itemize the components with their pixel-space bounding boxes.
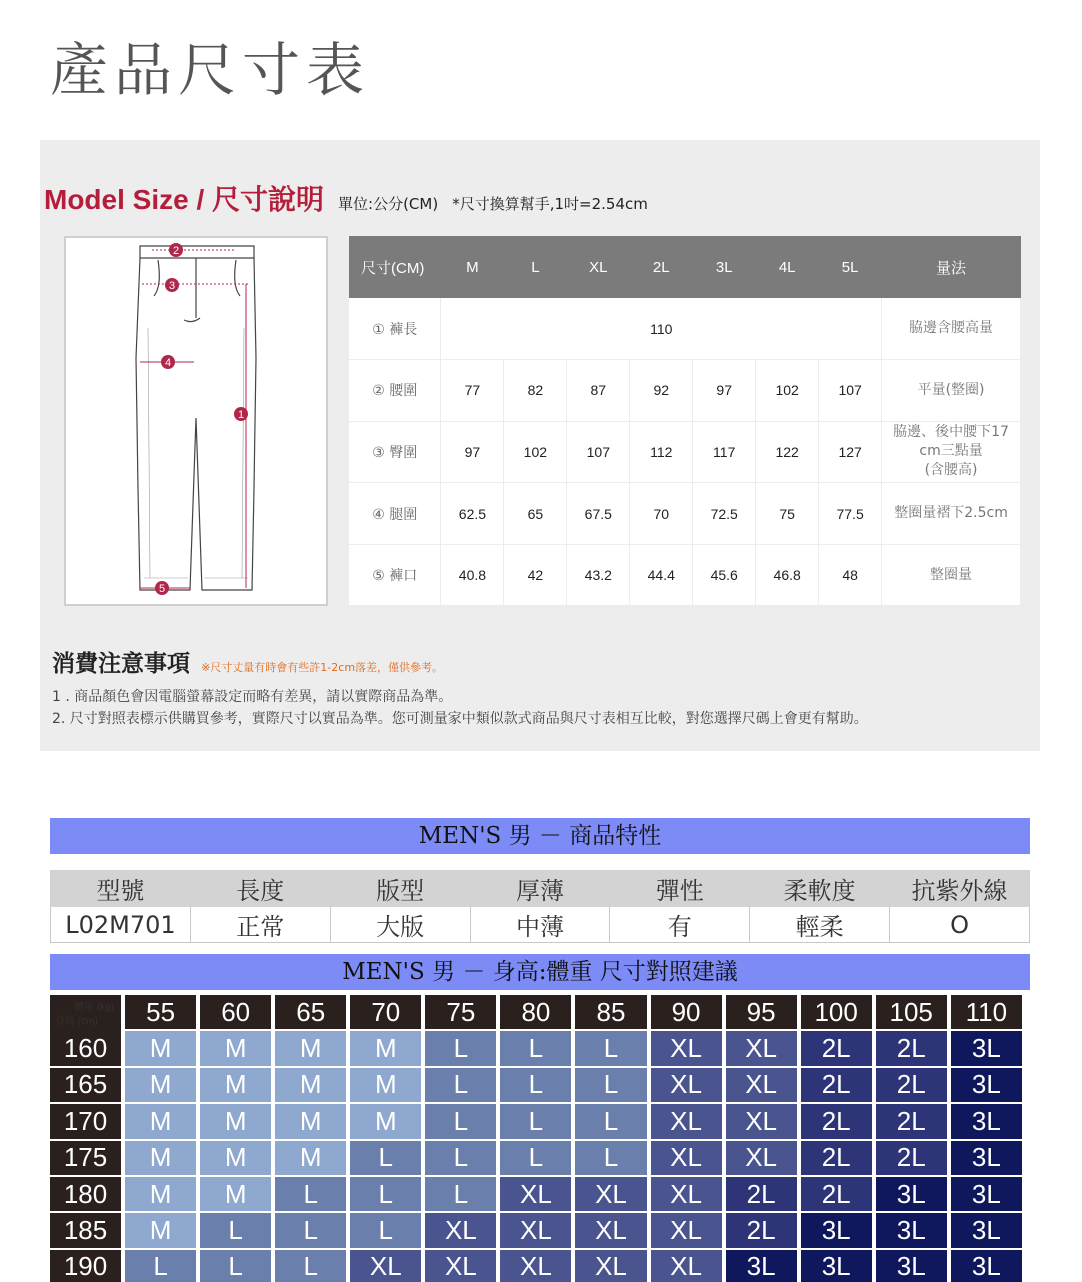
size-cell: 107: [819, 360, 882, 422]
size-recommendation-cell: L: [350, 1141, 421, 1177]
size-recommendation-cell: 3L: [726, 1250, 797, 1282]
size-table: [349, 236, 1021, 606]
size-cell: 48: [819, 544, 882, 606]
marker-5-label: 5: [158, 583, 166, 595]
feature-value: 輕柔: [750, 907, 890, 943]
size-recommendation-cell: XL: [651, 1250, 722, 1282]
size-header: L: [504, 236, 567, 298]
size-cell: 75: [756, 483, 819, 545]
marker-3-label: 3: [168, 280, 176, 292]
measure-method: [882, 421, 1021, 483]
size-recommendation-cell: XL: [500, 1213, 571, 1249]
row-label: ① 褲長: [349, 298, 441, 360]
marker-4-label: 4: [164, 357, 172, 369]
height-row: [50, 1177, 1022, 1213]
size-recommendation-cell: M: [350, 1068, 421, 1104]
weight-header: 65: [275, 995, 346, 1031]
pants-illustration: [66, 238, 326, 604]
size-cell: 97: [441, 421, 504, 483]
size-recommendation-cell: XL: [726, 1068, 797, 1104]
size-recommendation-cell: M: [350, 1104, 421, 1140]
size-recommendation-cell: XL: [726, 1104, 797, 1140]
size-recommendation-cell: XL: [500, 1177, 571, 1213]
size-recommendation-cell: XL: [500, 1250, 571, 1282]
weight-header: 110: [951, 995, 1022, 1031]
size-header: XL: [567, 236, 630, 298]
size-recommendation-cell: L: [125, 1250, 196, 1282]
height-row: [50, 1141, 1022, 1177]
height-label: 180: [50, 1177, 121, 1213]
row-label: ③ 臀圍: [349, 421, 441, 483]
size-recommendation-cell: L: [425, 1141, 496, 1177]
size-recommendation-cell: XL: [726, 1031, 797, 1067]
size-cell: 42: [504, 544, 567, 606]
marker-1-label: 1: [237, 409, 245, 421]
measure-method: 整圈量: [882, 544, 1021, 606]
row-label: ④ 腿圍: [349, 483, 441, 545]
size-recommendation-cell: M: [200, 1104, 271, 1140]
size-recommendation-cell: L: [200, 1213, 271, 1249]
height-row: [50, 1104, 1022, 1140]
size-row-waist: [349, 360, 1021, 422]
size-cell: 122: [756, 421, 819, 483]
size-recommendation-cell: XL: [425, 1250, 496, 1282]
height-row: [50, 1068, 1022, 1104]
size-header: M: [441, 236, 504, 298]
size-cell: 65: [504, 483, 567, 545]
size-cell: 102: [756, 360, 819, 422]
notes-subtitle: ※尺寸丈量有時會有些許1-2cm落差，僅供參考。: [201, 661, 444, 674]
size-cell: 82: [504, 360, 567, 422]
size-recommendation-cell: M: [275, 1068, 346, 1104]
size-cell: 110: [441, 298, 882, 360]
size-recommendation-cell: XL: [350, 1250, 421, 1282]
measure-method: 平量(整圈): [882, 360, 1021, 422]
size-cell: 40.8: [441, 544, 504, 606]
size-cell: 45.6: [693, 544, 756, 606]
weight-header-row: [50, 995, 1022, 1031]
size-recommendation-cell: XL: [575, 1177, 646, 1213]
size-recommendation-cell: 3L: [951, 1031, 1022, 1067]
size-cell: 62.5: [441, 483, 504, 545]
feature-header: 抗紫外線: [890, 871, 1030, 907]
size-recommendation-cell: 2L: [801, 1031, 872, 1067]
feature-value: 中薄: [470, 907, 610, 943]
size-recommendation-cell: XL: [651, 1141, 722, 1177]
method-line: (含腰高): [924, 462, 978, 479]
height-row: [50, 1031, 1022, 1067]
weight-header: 80: [500, 995, 571, 1031]
size-recommendation-cell: M: [275, 1141, 346, 1177]
size-panel-heading: [44, 178, 648, 218]
size-recommendation-cell: L: [500, 1104, 571, 1140]
size-recommendation-cell: XL: [575, 1213, 646, 1249]
size-header: 量法: [882, 236, 1021, 298]
size-recommendation-cell: 2L: [726, 1177, 797, 1213]
weight-header: 60: [200, 995, 271, 1031]
height-weight-size-chart: [46, 995, 1026, 1282]
weight-header: 55: [125, 995, 196, 1031]
feature-header: 長度: [190, 871, 330, 907]
size-header: 4L: [756, 236, 819, 298]
size-recommendation-cell: 2L: [726, 1213, 797, 1249]
size-cell: 46.8: [756, 544, 819, 606]
size-recommendation-cell: M: [125, 1177, 196, 1213]
size-row-hip: [349, 421, 1021, 483]
size-cell: 72.5: [693, 483, 756, 545]
size-recommendation-cell: 3L: [951, 1213, 1022, 1249]
size-cell: 67.5: [567, 483, 630, 545]
size-recommendation-cell: M: [200, 1141, 271, 1177]
weight-header: 105: [876, 995, 947, 1031]
size-recommendation-cell: XL: [651, 1068, 722, 1104]
size-recommendation-cell: L: [500, 1068, 571, 1104]
height-row: [50, 1213, 1022, 1249]
chart-corner: [50, 995, 121, 1031]
size-cell: 77: [441, 360, 504, 422]
method-line: cm三點量: [919, 443, 983, 460]
size-recommendation-cell: 3L: [876, 1213, 947, 1249]
size-recommendation-cell: L: [575, 1141, 646, 1177]
size-cell: 112: [630, 421, 693, 483]
size-recommendation-cell: L: [425, 1177, 496, 1213]
size-recommendation-cell: 3L: [801, 1250, 872, 1282]
size-recommendation-cell: L: [200, 1250, 271, 1282]
size-cell: 43.2: [567, 544, 630, 606]
weight-header: 90: [651, 995, 722, 1031]
size-recommendation-cell: XL: [726, 1141, 797, 1177]
size-recommendation-cell: L: [500, 1141, 571, 1177]
size-recommendation-cell: 2L: [801, 1104, 872, 1140]
size-recommendation-cell: M: [200, 1031, 271, 1067]
size-recommendation-cell: M: [125, 1141, 196, 1177]
feature-header: 柔軟度: [750, 871, 890, 907]
size-recommendation-cell: 3L: [951, 1141, 1022, 1177]
size-row-length: [349, 298, 1021, 360]
height-label: 165: [50, 1068, 121, 1104]
size-table-header: [349, 236, 1021, 298]
feature-header: 彈性: [610, 871, 750, 907]
size-cell: 92: [630, 360, 693, 422]
corner-height-label: 身高 (cm): [55, 1016, 98, 1028]
size-recommendation-cell: 3L: [876, 1250, 947, 1282]
size-recommendation-cell: 2L: [876, 1104, 947, 1140]
size-recommendation-cell: L: [350, 1177, 421, 1213]
height-label: 175: [50, 1141, 121, 1177]
size-recommendation-cell: 2L: [801, 1141, 872, 1177]
model-size-title: Model Size / 尺寸說明: [44, 184, 325, 215]
weight-header: 85: [575, 995, 646, 1031]
note-item: 1 . 商品顏色會因電腦螢幕設定而略有差異，請以實際商品為準。: [52, 689, 453, 705]
size-recommendation-cell: L: [425, 1031, 496, 1067]
marker-2-label: 2: [172, 245, 180, 257]
features-bar: MEN'S 男 － 商品特性: [50, 818, 1030, 854]
size-cell: 107: [567, 421, 630, 483]
size-recommendation-cell: M: [275, 1031, 346, 1067]
size-recommendation-cell: XL: [651, 1213, 722, 1249]
height-label: 170: [50, 1104, 121, 1140]
size-cell: 117: [693, 421, 756, 483]
size-recommendation-cell: XL: [575, 1250, 646, 1282]
feature-value: 有: [610, 907, 750, 943]
size-recommendation-cell: L: [275, 1177, 346, 1213]
size-recommendation-cell: 3L: [876, 1177, 947, 1213]
size-recommendation-cell: M: [125, 1068, 196, 1104]
feature-value: 大版: [330, 907, 470, 943]
size-header: 尺寸(CM): [349, 236, 441, 298]
size-header: 3L: [693, 236, 756, 298]
unit-label: 單位:公分(CM): [338, 195, 439, 213]
size-recommendation-cell: L: [575, 1104, 646, 1140]
measure-method: 脇邊含腰高量: [882, 298, 1021, 360]
size-recommendation-cell: L: [275, 1250, 346, 1282]
page-title: 產品尺寸表: [50, 36, 371, 104]
row-label: ⑤ 褲口: [349, 544, 441, 606]
features-value-row: [51, 907, 1030, 943]
size-recommendation-cell: M: [200, 1177, 271, 1213]
size-recommendation-cell: L: [425, 1068, 496, 1104]
size-cell: 77.5: [819, 483, 882, 545]
size-recommendation-cell: L: [350, 1213, 421, 1249]
size-recommendation-cell: 3L: [951, 1104, 1022, 1140]
features-table: [50, 870, 1030, 943]
size-recommendation-cell: M: [275, 1104, 346, 1140]
size-recommendation-cell: 3L: [951, 1250, 1022, 1282]
size-panel: [40, 140, 1040, 751]
height-label: 185: [50, 1213, 121, 1249]
size-cell: 102: [504, 421, 567, 483]
weight-header: 70: [350, 995, 421, 1031]
height-label: 190: [50, 1250, 121, 1282]
weight-header: 95: [726, 995, 797, 1031]
notes-title: 消費注意事項: [52, 651, 190, 677]
size-recommendation-cell: 2L: [876, 1068, 947, 1104]
method-line: 脇邊、後中腰下17: [893, 424, 1009, 441]
size-cell: 87: [567, 360, 630, 422]
size-recommendation-cell: L: [275, 1213, 346, 1249]
size-recommendation-cell: M: [125, 1104, 196, 1140]
size-cell: 44.4: [630, 544, 693, 606]
size-recommendation-cell: XL: [651, 1031, 722, 1067]
size-recommendation-cell: L: [500, 1031, 571, 1067]
size-recommendation-cell: XL: [425, 1213, 496, 1249]
row-label: ② 腰圍: [349, 360, 441, 422]
size-recommendation-cell: M: [125, 1213, 196, 1249]
size-recommendation-cell: L: [575, 1031, 646, 1067]
size-chart-bar: MEN'S 男 － 身高:體重 尺寸對照建議: [50, 954, 1030, 990]
size-recommendation-cell: M: [125, 1031, 196, 1067]
size-recommendation-cell: XL: [651, 1177, 722, 1213]
feature-value: L02M701: [51, 907, 191, 943]
height-row: [50, 1250, 1022, 1282]
weight-header: 75: [425, 995, 496, 1031]
pants-diagram: [64, 236, 328, 606]
size-cell: 70: [630, 483, 693, 545]
weight-header: 100: [801, 995, 872, 1031]
size-row-thigh: [349, 483, 1021, 545]
measure-method: 整圈量褶下2.5cm: [882, 483, 1021, 545]
size-recommendation-cell: XL: [651, 1104, 722, 1140]
size-recommendation-cell: L: [425, 1104, 496, 1140]
size-recommendation-cell: 3L: [951, 1068, 1022, 1104]
feature-value: 正常: [190, 907, 330, 943]
corner-weight-label: 體重 (kg): [74, 1002, 115, 1013]
inch-helper-text: *尺寸換算幫手,1吋=2.54cm: [452, 195, 648, 213]
feature-header: 厚薄: [470, 871, 610, 907]
size-recommendation-cell: 2L: [801, 1068, 872, 1104]
size-recommendation-cell: L: [575, 1068, 646, 1104]
size-recommendation-cell: 3L: [951, 1177, 1022, 1213]
size-cell: 127: [819, 421, 882, 483]
feature-header: 版型: [330, 871, 470, 907]
size-recommendation-cell: 2L: [876, 1141, 947, 1177]
size-recommendation-cell: M: [200, 1068, 271, 1104]
note-item: 2. 尺寸對照表標示供購買參考，實際尺寸以實品為準。您可測量家中類似款式商品與尺寸表相互比較，對您選擇尺碼上會更有幫助。: [52, 711, 868, 727]
feature-header: 型號: [51, 871, 191, 907]
consumer-notes: [52, 645, 868, 730]
size-header: 5L: [819, 236, 882, 298]
size-recommendation-cell: 3L: [801, 1213, 872, 1249]
features-header-row: [51, 871, 1030, 907]
size-recommendation-cell: M: [350, 1031, 421, 1067]
feature-value: O: [890, 907, 1030, 943]
size-cell: 97: [693, 360, 756, 422]
size-row-hem: [349, 544, 1021, 606]
size-recommendation-cell: 2L: [801, 1177, 872, 1213]
size-header: 2L: [630, 236, 693, 298]
height-label: 160: [50, 1031, 121, 1067]
size-recommendation-cell: 2L: [876, 1031, 947, 1067]
